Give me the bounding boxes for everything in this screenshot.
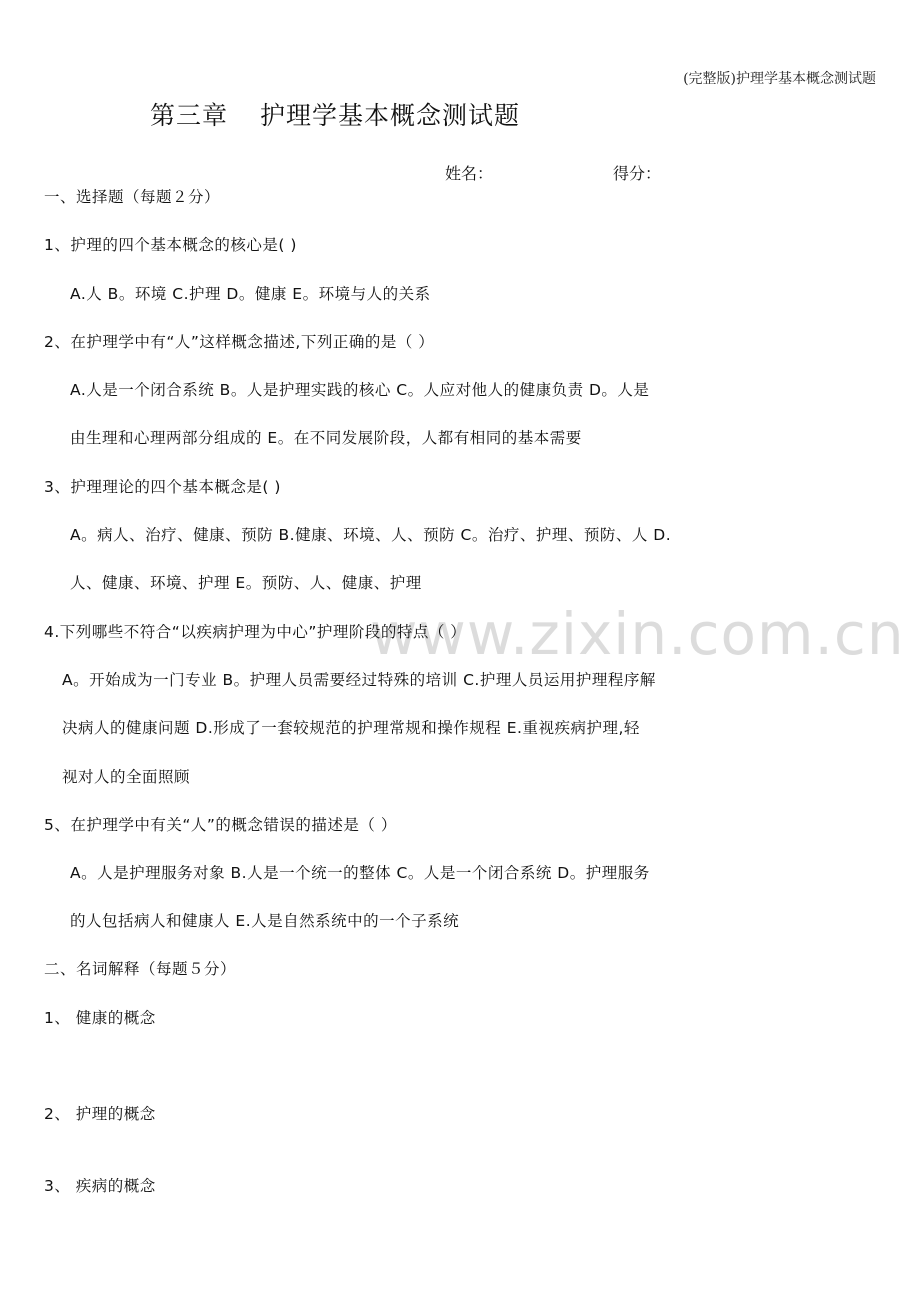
question-4-options-cont2: 视对人的全面照顾 [62, 768, 191, 786]
question-3-options: A。病人、治疗、健康、预防 B.健康、环境、人、预防 C。治疗、护理、预防、人 D. [70, 526, 672, 544]
chapter-label: 第三章 [150, 101, 229, 130]
score-field-label: 得分： [613, 164, 662, 183]
question-5-options-cont: 的人包括病人和健康人 E.人是自然系统中的一个子系统 [70, 912, 460, 930]
question-4-stem: 4.下列哪些不符合“以疾病护理为中心”护理阶段的特点（ ） [44, 623, 467, 641]
term-item-3: 3、 疾病的概念 [44, 1177, 156, 1195]
question-5-stem: 5、在护理学中有关“人”的概念错误的描述是（ ） [44, 816, 397, 834]
question-3-options-cont: 人、健康、环境、护理 E。预防、人、健康、护理 [70, 574, 422, 592]
term-item-2: 2、 护理的概念 [44, 1105, 156, 1123]
question-4-options-cont: 决病人的健康问题 D.形成了一套较规范的护理常规和操作规程 E.重视疾病护理,轻 [62, 719, 640, 737]
page-title [150, 96, 520, 132]
question-2-options-cont: 由生理和心理两部分组成的 E。在不同发展阶段，人都有相同的基本需要 [70, 429, 582, 447]
question-3-stem: 3、护理理论的四个基本概念是( ) [44, 478, 281, 496]
title-text: 护理学基本概念测试题 [260, 101, 521, 130]
question-2-options: A.人是一个闭合系统 B。人是护理实践的核心 C。人应对他人的健康负责 D。人是 [70, 381, 650, 399]
question-5-options: A。人是护理服务对象 B.人是一个统一的整体 C。人是一个闭合系统 D。护理服务 [70, 864, 650, 882]
question-1-options: A.人 B。环境 C.护理 D。健康 E。环境与人的关系 [70, 285, 431, 303]
section1-heading: 一、选择题（每题２分） [44, 188, 221, 206]
name-field-label: 姓名： [445, 164, 494, 183]
question-2-stem: 2、在护理学中有“人”这样概念描述,下列正确的是（ ） [44, 333, 435, 351]
term-item-1: 1、 健康的概念 [44, 1009, 156, 1027]
question-4-options: A。开始成为一门专业 B。护理人员需要经过特殊的培训 C.护理人员运用护理程序解 [62, 671, 656, 689]
section2-heading: 二、名词解释（每题５分） [44, 960, 237, 978]
header-note: (完整版)护理学基本概念测试题 [683, 71, 876, 87]
question-1-stem: 1、护理的四个基本概念的核心是( ) [44, 236, 297, 254]
watermark: www.zixin.com.cn [370, 600, 905, 668]
